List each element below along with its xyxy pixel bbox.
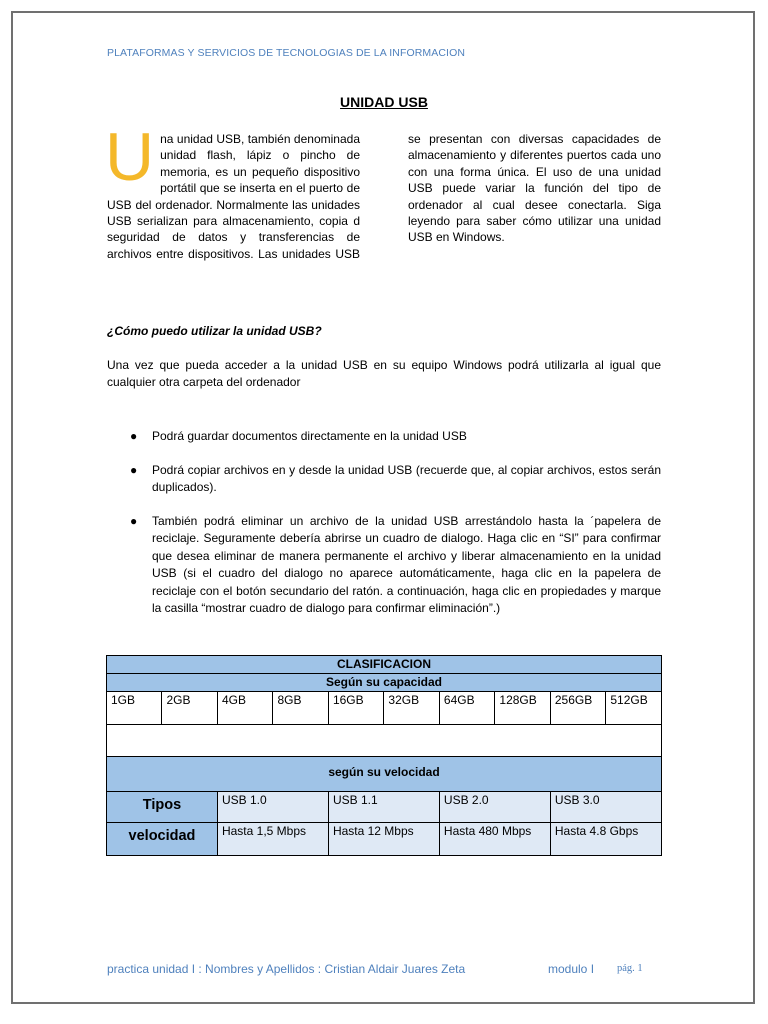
bullet-icon: ● (130, 429, 138, 443)
tipo-cell: USB 2.0 (439, 792, 550, 823)
page-header: PLATAFORMAS Y SERVICIOS DE TECNOLOGIAS DE LA INFORMACION (107, 47, 466, 59)
empty-cell (107, 725, 662, 757)
bullet-icon: ● (130, 462, 138, 477)
table-title: CLASIFICACION (107, 656, 662, 674)
velocidad-label: velocidad (107, 823, 218, 856)
velocidad-cell: Hasta 4.8 Gbps (550, 823, 661, 856)
tipos-label: Tipos (107, 792, 218, 823)
list-item-text: También podrá eliminar un archivo de la unidad USB arrestándolo hasta la ´papelera de reciclaje. Seguramente debería abrirse un cuadro de dialogo. Haga clic en “SI” para confirmar que desea eliminar de manera permanente el archivo y liberar almacenamiento en la unidad USB (si el cuadro del dialogo no aparece automáticamente, haga clic en la papelera de reciclaje con el botón secundario del ratón. a continuación, haga clic en propiedades y marque la casilla “mostrar cuadro de dialogo para confirmar eliminación”.) (152, 513, 661, 615)
intro-paragraph (105, 119, 661, 262)
intro-columns (105, 119, 661, 262)
speed-header: según su velocidad (107, 757, 662, 792)
dropcap-letter: U (105, 119, 155, 195)
capacity-header: Según su capacidad (107, 674, 662, 692)
footer-module: modulo I (548, 962, 595, 976)
intro-text: na unidad USB, también denominada unidad flash, lápiz o pincho de memoria, es un pequeño dispositivo portátil que se inserta en el puerto de USB del ordenador. Normalmente las unidades USB serializan para almacenamiento, copia d seguridad de datos y transferencias de archivos entre dispositivos. Las unidades USB se presentan con diversas capacidades de almacenamiento y diferentes puertos cada uno con una forma única. El uso de una unidad USB puede variar la función del tipo de ordenador al cual desee conectarla. Siga leyendo para saber cómo utilizar una unidad USB en Windows. (107, 132, 661, 261)
list-item-text: Podrá guardar documentos directamente en la unidad USB (152, 429, 467, 443)
capacity-cell: 256GB (550, 692, 605, 725)
table-row (107, 725, 662, 757)
capacity-cell: 64GB (439, 692, 494, 725)
footer-author: practica unidad I : Nombres y Apellidos : Cristian Aldair Juares Zeta (107, 962, 466, 976)
table-row (107, 823, 662, 856)
list-item (107, 513, 661, 618)
classification-table (106, 655, 662, 856)
list-item (107, 462, 661, 497)
capacity-cell: 512GB (606, 692, 662, 725)
tipo-cell: USB 1.1 (328, 792, 439, 823)
capacity-cell: 8GB (273, 692, 328, 725)
capacity-cell: 16GB (328, 692, 383, 725)
bullet-list (107, 428, 661, 618)
tipo-cell: USB 1.0 (217, 792, 328, 823)
table-row (107, 692, 662, 725)
capacity-cell: 128GB (495, 692, 550, 725)
body-paragraph: Una vez que pueda acceder a la unidad USB en su equipo Windows podrá utilizarla al igual que cualquier otra carpeta del ordenador (107, 358, 661, 389)
footer-page-number: pág. 1 (617, 963, 643, 974)
tipo-cell: USB 3.0 (550, 792, 661, 823)
section-question: ¿Cómo puedo utilizar la unidad USB? (107, 324, 322, 338)
velocidad-cell: Hasta 480 Mbps (439, 823, 550, 856)
list-item-text: Podrá copiar archivos en y desde la unidad USB (recuerde que, al copiar archivos, estos serán duplicados). (152, 462, 661, 494)
capacity-cell: 2GB (162, 692, 217, 725)
bullet-icon: ● (130, 513, 138, 528)
capacity-cell: 1GB (107, 692, 162, 725)
table-row (107, 792, 662, 823)
capacity-cell: 32GB (384, 692, 439, 725)
document-title: UNIDAD USB (340, 94, 428, 110)
velocidad-cell: Hasta 1,5 Mbps (217, 823, 328, 856)
list-item (107, 428, 661, 446)
capacity-cell: 4GB (217, 692, 272, 725)
velocidad-cell: Hasta 12 Mbps (328, 823, 439, 856)
